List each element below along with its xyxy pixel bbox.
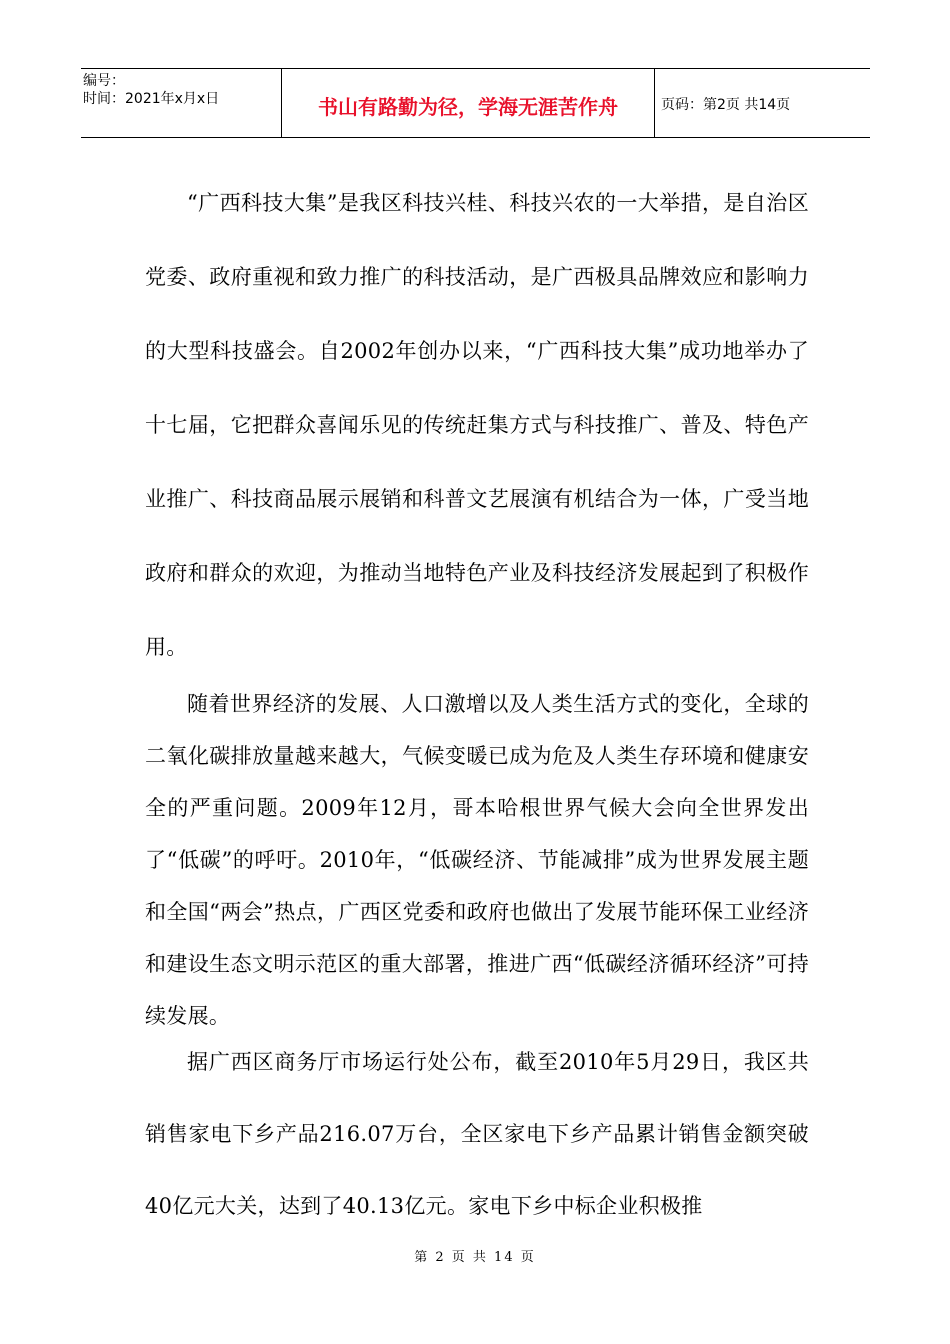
paragraph-2: 随着世界经济的发展、人口激增以及人类生活方式的变化，全球的二氧化碳排放量越来越大，气候变暖已成为危及人类生存环境和健康安全的严重问题。2009年12月，哥本哈根世界气候大会向全世界发出了“低碳”的呼吁。2010年，“低碳经济、节能减排”成为世界发展主题和全国“两会”热点，广西区党委和政府也做出了发展节能环保工业经济和建设生态文明示范区的重大部署，推进广西“低碳经济循环经济”可持续发展。	[145, 692, 809, 1028]
header-motto: 书山有路勤为径，学海无涯苦作舟	[318, 94, 618, 119]
body-section-1	[145, 166, 809, 684]
page-footer: 第 2 页 共 14 页	[414, 1250, 536, 1265]
document-time-label: 时间：2021年x月x日	[83, 91, 220, 107]
body-section-2	[145, 678, 809, 1042]
header-page-cell	[655, 69, 870, 137]
header-motto-cell	[282, 69, 655, 137]
document-header	[81, 68, 870, 138]
document-number-label: 编号：	[83, 73, 125, 89]
paragraph-1: “广西科技大集”是我区科技兴桂、科技兴农的一大举措，是自治区党委、政府重视和致力推广的科技活动，是广西极具品牌效应和影响力的大型科技盛会。自2002年创办以来，“广西科技大集”成功地举办了十七届，它把群众喜闻乐见的传统赶集方式与科技推广、普及、特色产业推广、科技商品展示展销和科普文艺展演有机结合为一体，广受当地政府和群众的欢迎，为推动当地特色产业及科技经济发展起到了积极作用。	[145, 191, 809, 659]
header-page-info: 页码：第2页 共14页	[661, 97, 791, 113]
header-meta-cell	[81, 69, 282, 137]
paragraph-3: 据广西区商务厅市场运行处公布，截至2010年5月29日，我区共销售家电下乡产品216.07万台，全区家电下乡产品累计销售金额突破40亿元大关，达到了40.13亿元。家电下乡中标企业积极推	[145, 1050, 809, 1218]
body-section-3	[145, 1026, 809, 1242]
